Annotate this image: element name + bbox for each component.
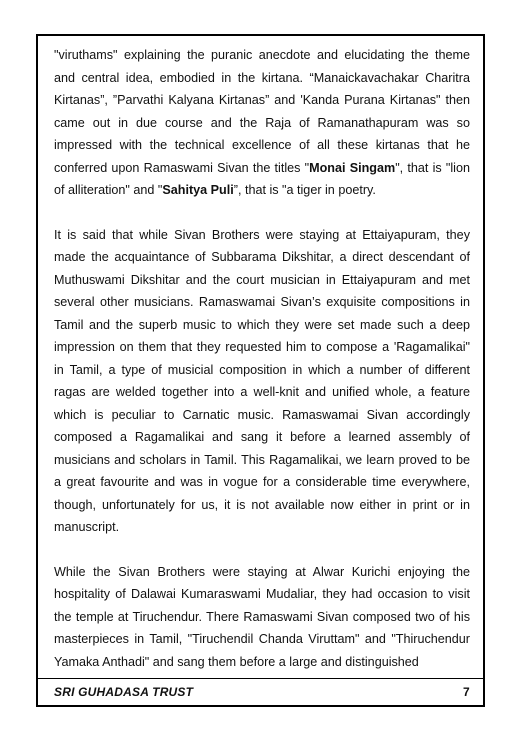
paragraph-1	[54, 44, 470, 202]
title-sahitya-puli: Sahitya Puli	[162, 183, 234, 197]
paragraph-1-text-b: ", that is "lion of alliteration" and "	[54, 160, 470, 197]
paragraph-1-text-c: ”, that is "a tiger in poetry.	[233, 183, 376, 197]
title-monai-singam: Monai Singam	[309, 160, 396, 175]
footer-divider	[37, 678, 484, 679]
page-body	[54, 44, 470, 695]
page-number: 7	[463, 685, 470, 699]
paragraph-2: It is said that while Sivan Brothers were staying at Ettaiyapuram, they made the acquaintance of Subbarama Dikshitar, a direct descendant of Muthuswami Dikshitar and the court musician in Ettaiyapuram and met several other musicians. Ramaswamai Sivan’s exquisite compositions in Tamil and the superb music to which they were set made such a deep impression on them that they requested him to compose a 'Ragamalikai" in Tamil, a type of musicial composition in which a number of different ragas are welded together into a well-knit and unified whole, a feature which is peculiar to Carnatic music. Ramaswamai Sivan accordingly composed a Ragamalikai and sang it before a learned assembly of musicians and scholars in Tamil. This Ragamalikai, we learn proved to be a great favourite and was in vogue for a considerable time everywhere, though, unfortunately for us, it is not available now either in print or in manuscript.	[54, 227, 470, 534]
paragraph-3: While the Sivan Brothers were staying at Alwar Kurichi enjoying the hospitality of Dalawai Kumaraswami Mudaliar, they had occasion to visit the temple at Tiruchendur. There Ramaswami Sivan composed two of his masterpieces in Tamil, "Tiruchendil Chanda Viruttam" and "Thiruchendur Yamaka Anthadi" and sang them before a large and distinguished	[54, 564, 470, 669]
footer-title: SRI GUHADASA TRUST	[54, 685, 194, 699]
paragraph-1-text-a: "viruthams" explaining the puranic anecdote and elucidating the theme and central idea, embodied in the kirtana. “Manaickavachakar Charitra Kirtanas”, ”Parvathi Kalyana Kirtanas” and 'Kanda Purana Kirtanas" then came out in due course and the Raja of Ramanathapuram was so impressed with the technical excellence of all these kirtanas that he conferred upon Ramaswami Sivan the titles "	[54, 48, 470, 175]
